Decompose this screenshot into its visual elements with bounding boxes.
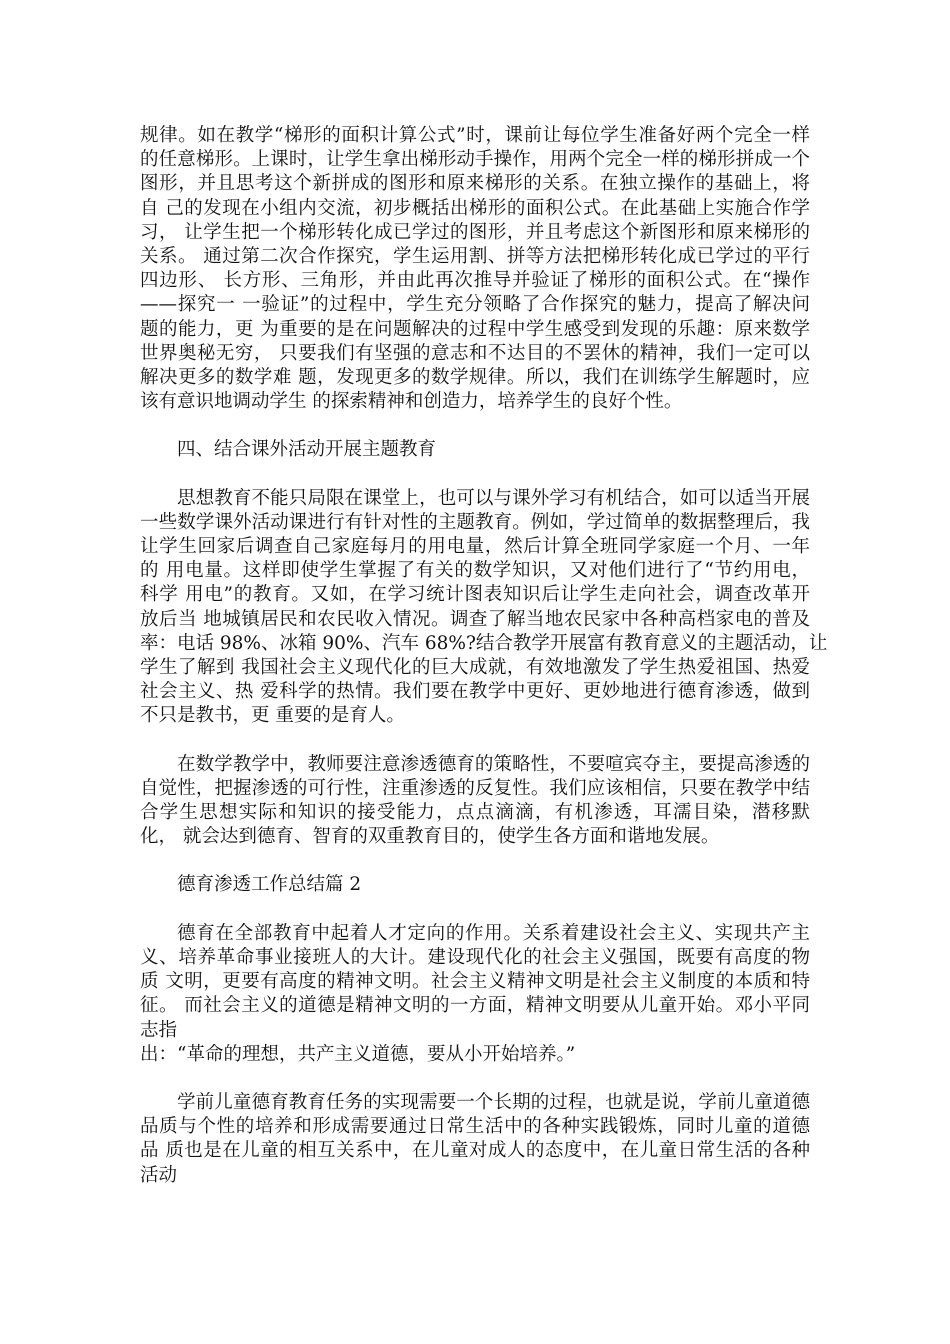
text-line: 四边形、 长方形、三角形，并由此再次推导并验证了梯形的面积公式。在“操作 — [140, 270, 810, 292]
text-line: 不只是教书，更 重要的是育人。 — [140, 705, 405, 727]
text-line: 品 质也是在儿童的相互关系中，在儿童对成人的态度中，在儿童日常生活的各种 — [140, 1140, 810, 1162]
text-line: 世界奥秘无穷， 只要我们有坚强的意志和不达目的不罢休的精神，我们一定可以 — [140, 342, 810, 364]
text-line: 让学生回家后调查自己家庭每月的用电量，然后计算全班同学家庭一个月、一年 — [140, 536, 810, 558]
text-line: 习， 让学生把一个梯形转化成已学过的图形，并且考虑这个新图形和原来梯形的 — [140, 221, 810, 243]
text-line: 品质与个性的培养和形成需要通过日常生活中的各种实践锻炼，同时儿童的道德 — [140, 1116, 810, 1138]
text-line: 志指 — [140, 1019, 178, 1041]
text-line: 科学 用电”的教育。又如，在学习统计图表知识后让学生走向社会，调查改革开 — [140, 584, 810, 606]
text-line: 自 己的发现在小组内交流，初步概括出梯形的面积公式。在此基础上实施合作学 — [140, 197, 810, 219]
text-line: 活动 — [140, 1164, 178, 1186]
text-line: 规律。如在教学“梯形的面积计算公式”时，课前让每位学生准备好两个完全一样 — [140, 125, 810, 146]
text-line: 德育在全部教育中起着人才定向的作用。关系着建设社会主义、实现共产主 — [177, 922, 810, 944]
text-line: 合学生思想实际和知识的接受能力，点点滴滴，有机渗透，耳濡目染，潜移默 — [140, 802, 810, 824]
text-line: 在数学教学中，教师要注意渗透德育的策略性，不要喧宾夺主，要提高渗透的 — [177, 753, 810, 775]
article-title-text: 德育渗透工作总结篇 2 — [177, 874, 362, 896]
text-line: 题的能力，更 为重要的是在问题解决的过程中学生感受到发现的乐趣：原来数学 — [140, 318, 810, 340]
section-heading-4 — [140, 438, 810, 462]
paragraph-preschool — [140, 1091, 810, 1188]
paragraph-conclusion — [140, 753, 810, 850]
text-line: 自觉性，把握渗透的可行性，注重渗透的反复性。我们应该相信，只要在教学中结 — [140, 777, 810, 799]
text-line: 社会主义、热 爱科学的热情。我们要在教学中更好、更妙地进行德育渗透，做到 — [140, 681, 810, 703]
text-line: ——探究一 一验证”的过程中，学生充分领略了合作探究的魅力，提高了解决问 — [140, 294, 810, 316]
text-line: 的 用电量。这样即使学生掌握了有关的数学知识，又对他们进行了“节约用电， — [140, 560, 810, 582]
text-line: 学前儿童德育教育任务的实现需要一个长期的过程，也就是说，学前儿童道德 — [177, 1091, 810, 1113]
text-line: 思想教育不能只局限在课堂上，也可以与课外学习有机结合，如可以适当开展 — [177, 487, 810, 509]
text-line: 征。 而社会主义的道德是精神文明的一方面，精神文明要从儿童开始。邓小平同 — [140, 995, 810, 1017]
text-line: 图形，并且思考这个新拼成的图形和原来梯形的关系。在独立操作的基础上，将 — [140, 173, 810, 195]
text-line: 率：电话 98%、冰箱 90%、汽车 68%?结合教学开展富有教育意义的主题活动，让 — [140, 632, 828, 654]
text-line: 放后当 地城镇居民和农民收入情况。调查了解当地农民家中各种高档家电的普及 — [140, 608, 810, 630]
paragraph-extracurricular — [140, 487, 828, 729]
text-line: 该有意识地调动学生 的探索精神和创造力，培养学生的良好个性。 — [140, 391, 683, 413]
text-line: 关系。 通过第二次合作探究，学生运用割、拼等方法把梯形转化成已学过的平行 — [140, 246, 810, 268]
document-page — [140, 124, 828, 1188]
text-line: 化， 就会达到德育、智育的双重教育目的，使学生各方面和谐地发展。 — [140, 826, 720, 848]
text-line: 出：“革命的理想，共产主义道德，要从小开始培养。” — [140, 1043, 576, 1065]
text-line: 解决更多的数学难 题，发现更多的数学规律。所以，我们在训练学生解题时，应 — [140, 367, 810, 389]
text-line: 的任意梯形。上课时，让学生拿出梯形动手操作，用两个完全一样的梯形拼成一个 — [140, 149, 810, 171]
text-line: 质 文明，更要有高度的精神文明。社会主义精神文明是社会主义制度的本质和特 — [140, 971, 810, 993]
section-heading-text: 四、结合课外活动开展主题教育 — [177, 439, 437, 461]
text-line: 学生了解到 我国社会主义现代化的巨大成就，有效地激发了学生热爱祖国、热爱 — [140, 657, 810, 679]
text-line: 一些数学课外活动课进行有针对性的主题教育。例如，学过简单的数据整理后，我 — [140, 511, 810, 533]
paragraph-geometry-area-formula — [140, 124, 810, 414]
article-title-2 — [140, 873, 810, 897]
text-line: 义、培养革命事业接班人的大计。建设现代化的社会主义强国，既要有高度的物 — [140, 946, 810, 968]
paragraph-moral-education — [140, 922, 810, 1067]
